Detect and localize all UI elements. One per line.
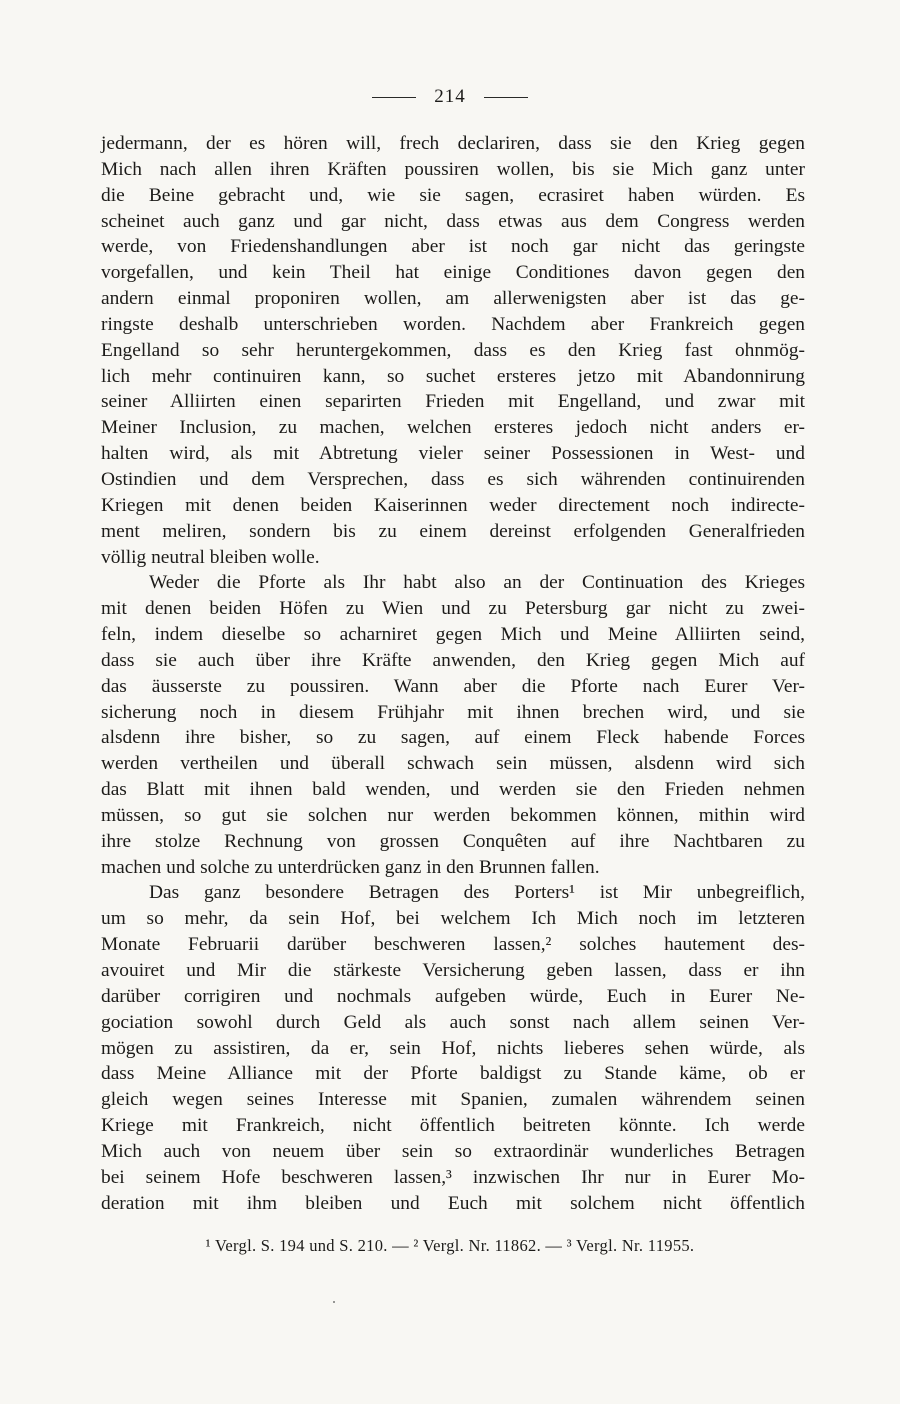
text-line: Kriege mit Frankreich, nicht öffentlich beitreten könnte. Ich werde <box>101 1115 805 1137</box>
text-line: dass sie auch über ihre Kräfte anwenden, den Krieg gegen Mich auf <box>101 649 805 671</box>
text-line: mit denen beiden Höfen zu Wien und zu Petersburg gar nicht zu zwei- <box>101 598 805 620</box>
text-line: avouiret und Mir die stärkeste Versicherung geben lassen, dass er ihn <box>101 960 805 981</box>
text-line: Engelland so sehr heruntergekommen, dass es den Krieg fast ohnmög- <box>101 339 805 361</box>
page-number: 214 <box>434 86 466 107</box>
text-line: um so mehr, da sein Hof, bei welchem Ich Mich noch im letzteren <box>101 908 805 930</box>
text-line: Weder die Pforte als Ihr habt also an der Continuation des Krieges <box>149 572 805 594</box>
text-line: völlig neutral bleiben wolle. <box>101 546 320 568</box>
text-line: das Blatt mit ihnen bald wenden, und werden sie den Frieden nehmen <box>101 779 805 801</box>
text-line: Kriegen mit denen beiden Kaiserinnen weder directement noch indirecte- <box>101 494 805 516</box>
body-text <box>101 131 805 1216</box>
text-line: werden vertheilen und überall schwach sein müssen, alsdenn wird sich <box>101 753 805 775</box>
text-line: vorgefallen, und kein Theil hat einige Conditiones davon gegen den <box>101 262 805 284</box>
text-line: Monate Februarii darüber beschweren lassen,² solches hautement des- <box>101 934 805 956</box>
text-line: das äusserste zu poussiren. Wann aber die Pforte nach Eurer Ver- <box>101 675 805 697</box>
text-line: ringste deshalb unterschrieben worden. Nachdem aber Frankreich gegen <box>101 313 805 335</box>
header-dash-left <box>372 97 416 98</box>
text-line: alsdenn ihre bisher, so zu sagen, auf einem Fleck habende Forces <box>101 727 805 749</box>
text-line: feln, indem dieselbe so acharniret gegen Mich und Meine Alliirten seind, <box>101 624 805 646</box>
text-line: scheinet auch ganz und gar nicht, dass etwas aus dem Congress werden <box>101 210 805 232</box>
text-line: dass Meine Alliance mit der Pforte baldigst zu Stande käme, ob er <box>101 1063 805 1085</box>
text-line: werde, von Friedenshandlungen aber ist noch gar nicht das geringste <box>101 236 805 258</box>
text-line: seiner Alliirten einen separirten Frieden mit Engelland, und zwar mit <box>101 391 805 413</box>
text-line: gleich wegen seines Interesse mit Spanien, zumalen währendem seinen <box>101 1089 805 1111</box>
text-line: darüber corrigiren und nochmals aufgeben würde, Euch in Eurer Ne- <box>101 985 805 1007</box>
header-dash-right <box>484 97 528 98</box>
text-line: sicherung noch in diesem Frühjahr mit ihnen brechen wird, und sie <box>101 701 805 723</box>
text-line: die Beine gebracht und, wie sie sagen, ecrasiret haben würden. Es <box>101 184 805 206</box>
text-line: Mich auch von neuem über sein so extraordinär wunderliches Betragen <box>101 1140 805 1162</box>
text-line: Mich nach allen ihren Kräften poussiren wollen, bis sie Mich ganz unter <box>101 158 805 180</box>
text-line: Meiner Inclusion, zu machen, welchen ersteres jedoch nicht anders er- <box>101 417 805 439</box>
text-line: müssen, so gut sie solchen nur werden bekommen können, mithin wird <box>101 804 805 826</box>
text-line: jedermann, der es hören will, frech declariren, dass sie den Krieg gegen <box>101 133 805 154</box>
text-line: deration mit ihm bleiben und Euch mit solchem nicht öffentlich <box>101 1192 805 1214</box>
text-line: ihre stolze Rechnung von grossen Conquêten auf ihre Nachtbaren zu <box>101 830 805 852</box>
text-line: ment meliren, sondern bis zu einem dereinst erfolgenden Generalfrieden <box>101 520 805 542</box>
page-speck <box>333 1301 335 1303</box>
text-line: Das ganz besondere Betragen des Porters¹ ist Mir unbegreiflich, <box>149 882 805 904</box>
text-line: mögen zu assistiren, da er, sein Hof, nichts lieberes sehen würde, als <box>101 1037 805 1059</box>
page-header <box>0 86 900 108</box>
text-line: bei seinem Hofe beschweren lassen,³ inzwischen Ihr nur in Eurer Mo- <box>101 1166 805 1188</box>
footnotes: ¹ Vergl. S. 194 und S. 210. — ² Vergl. Nr. 11862. — ³ Vergl. Nr. 11955. <box>205 1236 695 1255</box>
text-line: lich mehr continuiren kann, so suchet ersteres jetzo mit Abandonnirung <box>101 365 805 387</box>
text-line: halten wird, als mit Abtretung vieler seiner Possessionen in West- und <box>101 443 805 465</box>
text-line: Ostindien und dem Versprechen, dass es sich währenden continuirenden <box>101 468 805 490</box>
text-line: andern einmal proponiren wollen, am allerwenigsten aber ist das ge- <box>101 288 805 310</box>
text-line: machen und solche zu unterdrücken ganz in den Brunnen fallen. <box>101 856 600 878</box>
text-line: gociation sowohl durch Geld als auch sonst nach allem seinen Ver- <box>101 1011 805 1033</box>
